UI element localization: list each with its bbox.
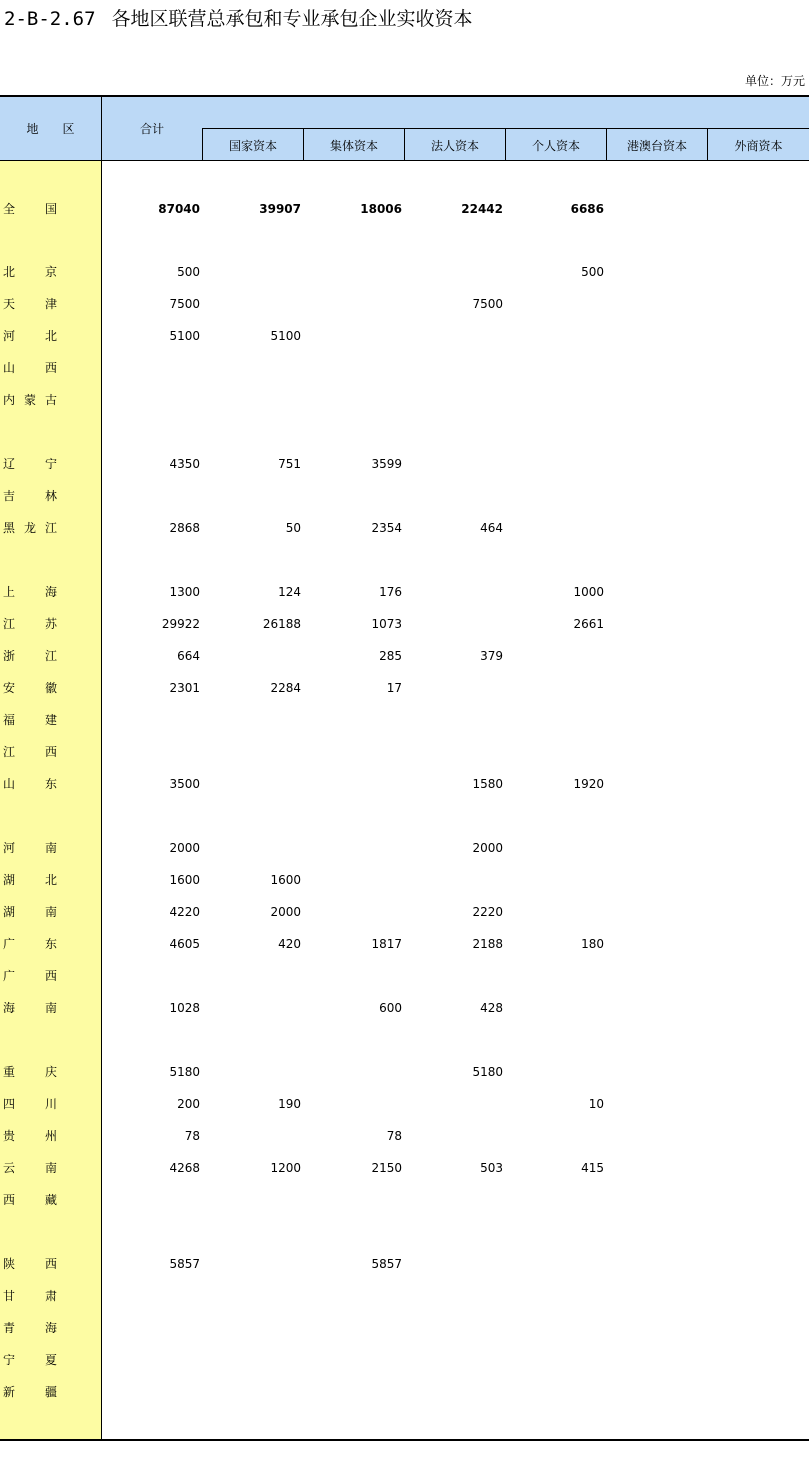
table-cell: 1580 — [472, 777, 503, 791]
table-cell: 1817 — [371, 937, 402, 951]
table-cell — [312, 1096, 402, 1112]
table-cell: 4605 — [169, 937, 200, 951]
table-cell — [716, 776, 806, 792]
table-cell — [413, 360, 503, 376]
region-name: 天 津 — [3, 297, 57, 311]
table-cell: 190 — [278, 1097, 301, 1111]
table-cell — [716, 936, 806, 952]
table-bottom-border — [0, 1439, 809, 1441]
table-cell — [312, 328, 402, 344]
region-name: 甘 肃 — [3, 1289, 57, 1303]
table-cell: 4220 — [169, 905, 200, 919]
table-cell — [716, 264, 806, 280]
table-cell: 503 — [480, 1161, 503, 1175]
region-name: 山 东 — [3, 777, 57, 791]
table-cell — [211, 264, 301, 280]
region-column-background — [0, 161, 101, 1440]
header-individual-capital: 个人资本 — [531, 139, 580, 153]
table-cell: 4268 — [169, 1161, 200, 1175]
table-cell — [312, 392, 402, 408]
header-region: 地 区 — [26, 122, 75, 136]
table-cell — [615, 1320, 705, 1336]
table-cell — [615, 201, 705, 217]
region-name: 西 藏 — [3, 1193, 57, 1207]
region-name: 河 南 — [3, 841, 57, 855]
table-cell — [615, 1288, 705, 1304]
table-cell — [716, 584, 806, 600]
table-code: 2-B-2.67 — [4, 8, 96, 30]
table-cell — [514, 488, 604, 504]
table-cell — [716, 520, 806, 536]
table-cell: 10 — [588, 1097, 604, 1111]
region-name: 湖 南 — [3, 905, 57, 919]
table-cell — [312, 360, 402, 376]
table-cell: 5857 — [371, 1257, 402, 1271]
table-cell — [716, 360, 806, 376]
table-cell: 29922 — [161, 617, 200, 631]
table-cell — [615, 1096, 705, 1112]
region-name: 江 苏 — [3, 617, 57, 631]
header-total: 合计 — [139, 122, 164, 136]
table-cell — [716, 648, 806, 664]
table-cell — [413, 1352, 503, 1368]
table-cell — [514, 680, 604, 696]
table-cell: 2301 — [169, 681, 200, 695]
region-name: 辽 宁 — [3, 457, 57, 471]
table-cell: 180 — [581, 937, 604, 951]
table-cell — [514, 872, 604, 888]
table-cell — [615, 360, 705, 376]
table-cell — [615, 1160, 705, 1176]
region-name: 湖 北 — [3, 873, 57, 887]
table-cell — [312, 968, 402, 984]
table-cell — [514, 328, 604, 344]
region-name: 广 西 — [3, 969, 57, 983]
table-cell — [514, 744, 604, 760]
table-cell: 664 — [177, 649, 200, 663]
table-cell: 1028 — [169, 1001, 200, 1015]
table-cell — [514, 296, 604, 312]
table-cell: 200 — [177, 1097, 200, 1111]
table-cell — [716, 201, 806, 217]
table-cell — [312, 776, 402, 792]
table-cell: 2354 — [371, 521, 402, 535]
table-cell — [413, 392, 503, 408]
table-cell: 26188 — [262, 617, 301, 631]
region-name: 四 川 — [3, 1097, 57, 1111]
table-cell — [514, 840, 604, 856]
table-cell — [211, 1384, 301, 1400]
table-cell: 22442 — [461, 202, 503, 216]
table-cell — [211, 1064, 301, 1080]
table-cell — [110, 712, 200, 728]
region-name: 黑 龙 江 — [3, 521, 57, 535]
table-cell — [413, 680, 503, 696]
table-cell — [716, 488, 806, 504]
table-cell — [615, 936, 705, 952]
table-title: 各地区联营总承包和专业承包企业实收资本 — [111, 8, 473, 30]
table-cell — [514, 1000, 604, 1016]
table-cell — [413, 1128, 503, 1144]
table-cell: 1000 — [573, 585, 604, 599]
table-cell: 2284 — [270, 681, 301, 695]
table-cell — [211, 296, 301, 312]
table-cell: 2868 — [169, 521, 200, 535]
table-cell — [716, 1288, 806, 1304]
region-name: 安 徽 — [3, 681, 57, 695]
table-cell — [413, 1384, 503, 1400]
table-cell — [413, 744, 503, 760]
table-cell — [716, 1096, 806, 1112]
table-cell — [716, 680, 806, 696]
table-cell — [312, 840, 402, 856]
table-cell: 5100 — [270, 329, 301, 343]
region-name: 吉 林 — [3, 489, 57, 503]
region-name: 新 疆 — [3, 1385, 57, 1399]
table-cell — [615, 1256, 705, 1272]
table-cell — [413, 1320, 503, 1336]
table-cell — [312, 904, 402, 920]
table-cell — [615, 872, 705, 888]
region-name: 河 北 — [3, 329, 57, 343]
table-cell — [110, 1192, 200, 1208]
table-cell: 285 — [379, 649, 402, 663]
table-cell: 5180 — [472, 1065, 503, 1079]
table-cell — [615, 776, 705, 792]
table-cell — [615, 840, 705, 856]
table-cell — [716, 1320, 806, 1336]
table-cell — [312, 1352, 402, 1368]
table-cell — [211, 488, 301, 504]
table-cell — [413, 1256, 503, 1272]
table-cell — [615, 1128, 705, 1144]
table-cell: 1920 — [573, 777, 604, 791]
table-cell — [514, 456, 604, 472]
table-cell: 1600 — [169, 873, 200, 887]
table-cell — [110, 1352, 200, 1368]
table-cell — [514, 1192, 604, 1208]
region-column-divider — [101, 95, 102, 1440]
table-cell — [615, 520, 705, 536]
table-cell: 6686 — [570, 202, 604, 216]
table-cell — [514, 1128, 604, 1144]
table-cell: 428 — [480, 1001, 503, 1015]
table-cell — [716, 744, 806, 760]
table-cell: 415 — [581, 1161, 604, 1175]
table-cell — [211, 1000, 301, 1016]
header-hmt-capital: 港澳台资本 — [626, 139, 687, 153]
table-cell — [615, 968, 705, 984]
table-cell — [413, 488, 503, 504]
table-cell: 2000 — [472, 841, 503, 855]
table-cell — [514, 392, 604, 408]
table-cell — [716, 392, 806, 408]
table-cell — [413, 1288, 503, 1304]
table-cell — [211, 1288, 301, 1304]
table-cell — [615, 1192, 705, 1208]
table-cell — [514, 648, 604, 664]
table-cell — [413, 872, 503, 888]
region-name: 青 海 — [3, 1321, 57, 1335]
table-cell — [615, 1064, 705, 1080]
table-cell — [312, 1288, 402, 1304]
table-cell — [211, 1128, 301, 1144]
table-cell — [211, 392, 301, 408]
table-cell — [716, 1256, 806, 1272]
table-cell: 50 — [285, 521, 301, 535]
table-cell: 500 — [581, 265, 604, 279]
region-name: 北 京 — [3, 265, 57, 279]
table-cell — [211, 360, 301, 376]
table-cell — [514, 360, 604, 376]
table-cell — [716, 296, 806, 312]
table-cell: 176 — [379, 585, 402, 599]
table-cell — [615, 328, 705, 344]
table-cell: 5180 — [169, 1065, 200, 1079]
table-cell — [716, 1000, 806, 1016]
table-cell — [514, 1320, 604, 1336]
table-cell: 1200 — [270, 1161, 301, 1175]
table-cell — [615, 712, 705, 728]
table-cell — [514, 1064, 604, 1080]
table-cell — [514, 968, 604, 984]
table-cell — [514, 1384, 604, 1400]
table-cell — [413, 1192, 503, 1208]
table-cell — [716, 1352, 806, 1368]
table-cell: 5100 — [169, 329, 200, 343]
region-name: 云 南 — [3, 1161, 57, 1175]
table-cell — [716, 968, 806, 984]
table-cell — [716, 328, 806, 344]
table-cell — [110, 392, 200, 408]
table-cell — [312, 264, 402, 280]
region-name: 贵 州 — [3, 1129, 57, 1143]
table-cell — [716, 712, 806, 728]
table-cell: 78 — [184, 1129, 200, 1143]
region-name: 全 国 — [3, 202, 57, 216]
region-name: 江 西 — [3, 745, 57, 759]
table-cell: 3599 — [371, 457, 402, 471]
table-cell — [211, 1192, 301, 1208]
table-cell — [514, 712, 604, 728]
unit-label: 单位：万元 — [744, 74, 805, 88]
table-cell — [110, 744, 200, 760]
table-cell: 751 — [278, 457, 301, 471]
table-cell — [110, 1384, 200, 1400]
table-cell — [716, 904, 806, 920]
region-name: 浙 江 — [3, 649, 57, 663]
table-cell — [312, 1192, 402, 1208]
table-cell — [413, 1096, 503, 1112]
table-cell — [716, 840, 806, 856]
table-cell: 5857 — [169, 1257, 200, 1271]
region-name: 海 南 — [3, 1001, 57, 1015]
table-cell — [615, 744, 705, 760]
region-name: 陕 西 — [3, 1257, 57, 1271]
table-cell — [312, 296, 402, 312]
table-cell — [312, 712, 402, 728]
table-cell — [312, 1384, 402, 1400]
table-cell: 2150 — [371, 1161, 402, 1175]
table-cell: 1300 — [169, 585, 200, 599]
table-cell — [110, 968, 200, 984]
table-cell — [413, 584, 503, 600]
table-cell: 2188 — [472, 937, 503, 951]
table-cell: 2661 — [573, 617, 604, 631]
region-name: 上 海 — [3, 585, 57, 599]
header-top-border — [0, 95, 809, 97]
table-cell — [312, 744, 402, 760]
table-cell — [312, 488, 402, 504]
table-cell: 18006 — [360, 202, 402, 216]
table-cell: 600 — [379, 1001, 402, 1015]
table-cell — [312, 872, 402, 888]
table-cell — [211, 840, 301, 856]
table-cell: 3500 — [169, 777, 200, 791]
table-cell — [413, 328, 503, 344]
table-cell — [110, 1320, 200, 1336]
table-cell — [413, 264, 503, 280]
table-cell: 2000 — [270, 905, 301, 919]
table-cell — [716, 1128, 806, 1144]
page-title — [4, 4, 473, 31]
region-name: 广 东 — [3, 937, 57, 951]
table-cell — [110, 1288, 200, 1304]
table-cell — [615, 296, 705, 312]
region-name: 重 庆 — [3, 1065, 57, 1079]
table-cell — [615, 616, 705, 632]
table-cell — [211, 648, 301, 664]
table-cell — [211, 1320, 301, 1336]
table-cell: 124 — [278, 585, 301, 599]
table-cell: 500 — [177, 265, 200, 279]
table-cell: 379 — [480, 649, 503, 663]
table-cell — [615, 488, 705, 504]
table-cell — [615, 680, 705, 696]
table-cell — [615, 456, 705, 472]
table-cell — [716, 1384, 806, 1400]
table-cell — [413, 456, 503, 472]
header-legal-person-capital: 法人资本 — [430, 139, 479, 153]
region-name: 宁 夏 — [3, 1353, 57, 1367]
table-cell — [110, 360, 200, 376]
table-cell — [716, 872, 806, 888]
table-cell — [514, 520, 604, 536]
region-name: 福 建 — [3, 713, 57, 727]
table-cell — [211, 776, 301, 792]
table-cell — [716, 616, 806, 632]
table-cell — [312, 1320, 402, 1336]
table-cell — [615, 904, 705, 920]
table-cell: 4350 — [169, 457, 200, 471]
table-cell — [211, 968, 301, 984]
table-cell — [615, 1384, 705, 1400]
header-collective-capital: 集体资本 — [329, 139, 378, 153]
table-cell: 7500 — [472, 297, 503, 311]
table-cell: 78 — [386, 1129, 402, 1143]
table-cell — [615, 1000, 705, 1016]
table-cell — [413, 968, 503, 984]
table-cell — [413, 712, 503, 728]
table-cell — [615, 1352, 705, 1368]
table-cell: 1073 — [371, 617, 402, 631]
table-cell — [615, 648, 705, 664]
table-cell — [211, 744, 301, 760]
table-cell — [211, 712, 301, 728]
table-cell — [615, 584, 705, 600]
table-cell — [211, 1352, 301, 1368]
table-cell: 7500 — [169, 297, 200, 311]
table-cell — [716, 1160, 806, 1176]
table-cell — [110, 488, 200, 504]
table-cell — [514, 904, 604, 920]
table-cell — [716, 1192, 806, 1208]
region-name: 山 西 — [3, 361, 57, 375]
table-cell: 464 — [480, 521, 503, 535]
table-cell — [211, 1256, 301, 1272]
table-cell — [716, 1064, 806, 1080]
header-state-capital: 国家资本 — [228, 139, 277, 153]
table-cell — [514, 1352, 604, 1368]
table-cell: 2220 — [472, 905, 503, 919]
table-cell — [514, 1256, 604, 1272]
table-cell: 2000 — [169, 841, 200, 855]
header-foreign-capital: 外商资本 — [734, 139, 783, 153]
table-cell: 39907 — [259, 202, 301, 216]
table-cell: 420 — [278, 937, 301, 951]
table-cell — [615, 264, 705, 280]
table-cell: 17 — [386, 681, 402, 695]
table-cell — [413, 616, 503, 632]
table-cell — [312, 1064, 402, 1080]
region-name: 内 蒙 古 — [3, 393, 57, 407]
table-cell — [514, 1288, 604, 1304]
table-cell — [615, 392, 705, 408]
table-cell — [716, 456, 806, 472]
table-cell: 87040 — [158, 202, 200, 216]
table-cell: 1600 — [270, 873, 301, 887]
